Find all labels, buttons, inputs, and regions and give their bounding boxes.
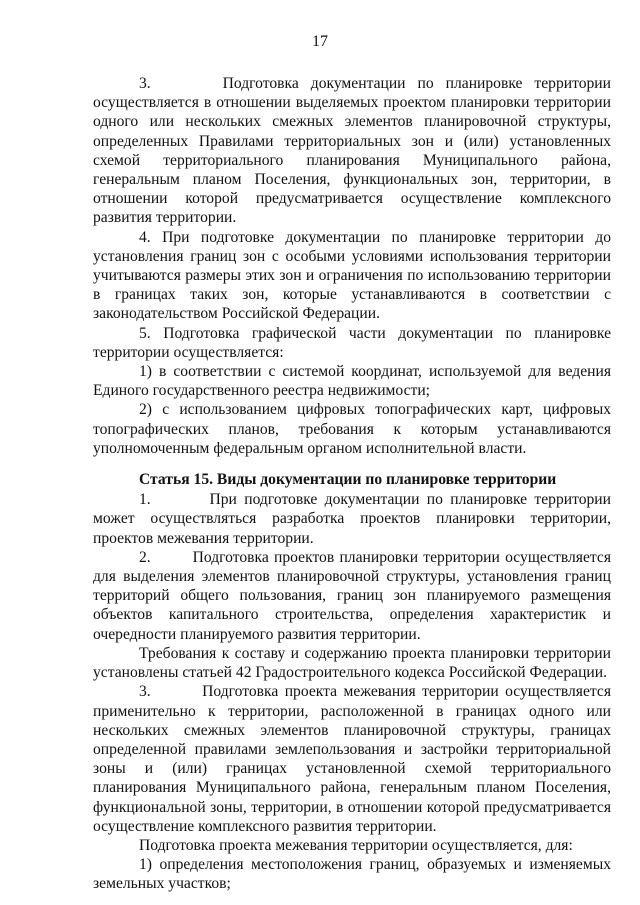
paragraph-item-3: 3. Подготовка документации по планировке территории осуществляется в отношении выделяемых проектом планировки территории одного или нескольких смежных элементов планировочной структуры, определенных Правилами территориальных зон и (или) установленных схемой территориального планирования Муниципального района, генеральным планом Поселения, функциональных зон, территории, в отношении которой предусматривается осуществление комплексного развития территории. — [93, 75, 611, 227]
article-paragraph-3: 3. Подготовка проекта межевания территории осуществляется применительно к территории, расположенной в границах одного или нескольких смежных элементов планировочной структуры, границах определенной правилами землепользования и застройки территориальной зоны и (или) границах установленной схемой территориального планирования Муниципального района, генеральным планом Поселения, функциональной зоны, территории, в отношении которой предусматривается осуществление комплексного развития территории. — [93, 683, 611, 835]
article-paragraph-requirements: Требования к составу и содержанию проекта планировки территории установлены статьей 42 Градостроительного кодекса Российской Федерации. — [93, 644, 611, 682]
article-paragraph-2: 2. Подготовка проектов планировки территории осуществляется для выделения элементов планировочной структуры, установления границ территорий общего пользования, границ зон планируемого размещения объектов капитального строительства, определения характеристик и очередности планируемого развития территории. — [93, 548, 611, 643]
page-number: 17 — [312, 33, 328, 50]
paragraph-subitem-1: 1) в соответствии с системой координат, используемой для ведения Единого государственного реестра недвижимости; — [93, 363, 611, 400]
paragraph-subitem-2: 2) с использованием цифровых топографических карт, цифровых топографических планов, требования к которым устанавливаются уполномоченным федеральным органом исполнительной власти. — [93, 401, 611, 457]
article-paragraph-purpose: Подготовка проекта межевания территории осуществляется, для: — [139, 836, 573, 854]
paragraph-item-5: 5. Подготовка графической части документации по планировке территории осуществляется: — [93, 324, 611, 361]
document-body — [93, 74, 611, 894]
article-heading: Статья 15. Виды документации по планировке территории — [139, 471, 557, 489]
paragraph-item-4: 4. При подготовке документации по планировке территории до установления границ зон с особыми условиями использования территории учитываются размеры этих зон и ограничения по использованию территории в границах таких зон, которые устанавливаются в соответствии с законодательством Российской Федерации. — [93, 228, 611, 323]
article-paragraph-1: 1. При подготовке документации по планировке территории может осуществляться разработка проектов планировки территории, проектов межевания территории. — [93, 491, 611, 547]
article-subitem-1: 1) определения местоположения границ, образуемых и изменяемых земельных участков; — [93, 856, 611, 893]
